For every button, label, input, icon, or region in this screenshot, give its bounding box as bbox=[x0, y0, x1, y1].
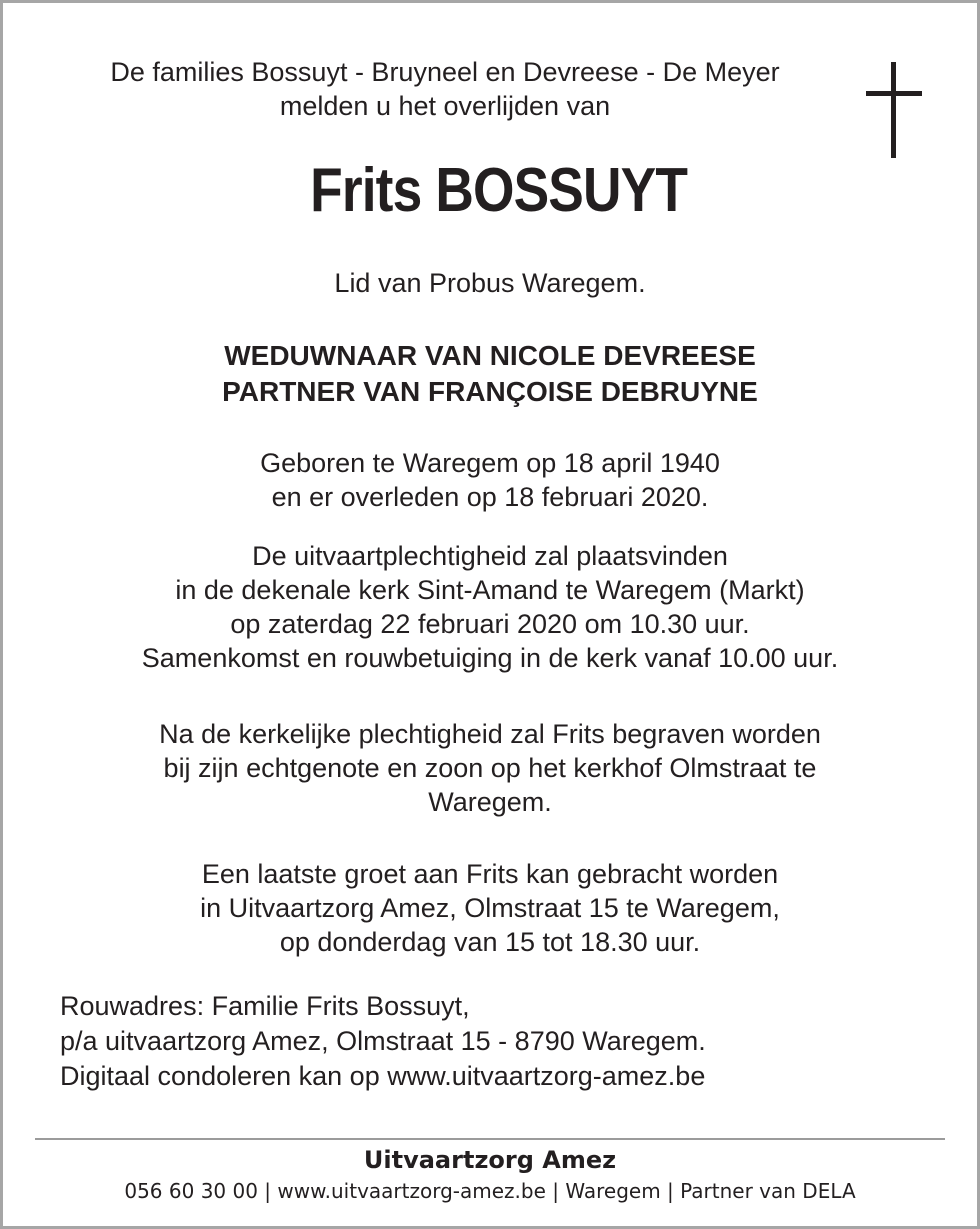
ceremony-line: De uitvaartplechtigheid zal plaatsvinden bbox=[252, 541, 728, 571]
burial-line: Waregem. bbox=[428, 787, 552, 817]
address-line: Rouwadres: Familie Frits Bossuyt, bbox=[60, 991, 470, 1021]
membership-text bbox=[40, 266, 940, 300]
address-line: Digitaal condoleren kan op www.uitvaartzorg-amez.be bbox=[60, 1061, 706, 1091]
intro-line: melden u het overlijden van bbox=[279, 91, 611, 121]
relation-line: PARTNER VAN FRANÇOISE DEBRUYNE bbox=[222, 376, 758, 407]
last-greeting-text bbox=[40, 857, 940, 959]
relation-line: WEDUWNAAR VAN NICOLE DEVREESE bbox=[224, 340, 756, 371]
membership-line: Lid van Probus Waregem. bbox=[334, 268, 646, 298]
cross-horizontal-bar bbox=[866, 91, 922, 96]
life-dates-line: en er overleden op 18 februari 2020. bbox=[271, 482, 709, 512]
life-dates-line: Geboren te Waregem op 18 april 1940 bbox=[260, 448, 720, 478]
burial-line: bij zijn echtgenote en zoon op het kerkhof Olmstraat te bbox=[163, 753, 817, 783]
life-dates-text bbox=[40, 446, 940, 514]
deceased-name: Frits BOSSUYT bbox=[310, 156, 688, 225]
mourning-address bbox=[60, 989, 940, 1094]
intro-text bbox=[40, 55, 850, 123]
last-greeting-line: Een laatste groet aan Frits kan gebracht worden bbox=[201, 859, 779, 889]
ceremony-line: Samenkomst en rouwbetuiging in de kerk vanaf 10.00 uur. bbox=[141, 643, 839, 673]
ceremony-text bbox=[40, 539, 940, 675]
ceremony-line: op zaterdag 22 februari 2020 om 10.30 uur. bbox=[230, 609, 750, 639]
funeral-home-contact: 056 60 30 00 | www.uitvaartzorg-amez.be | Waregem | Partner van DELA bbox=[124, 1179, 856, 1203]
cross-vertical-bar bbox=[891, 62, 896, 158]
footer-divider bbox=[35, 1138, 945, 1140]
burial-line: Na de kerkelijke plechtigheid zal Frits begraven worden bbox=[159, 719, 821, 749]
funeral-home-name: Uitvaartzorg Amez bbox=[363, 1146, 617, 1174]
last-greeting-line: op donderdag van 15 tot 18.30 uur. bbox=[279, 927, 701, 957]
cross-icon bbox=[866, 62, 922, 158]
burial-text bbox=[40, 717, 940, 819]
relations-text bbox=[40, 338, 940, 410]
last-greeting-line: in Uitvaartzorg Amez, Olmstraat 15 te Waregem, bbox=[200, 893, 780, 923]
intro-line: De families Bossuyt - Bruyneel en Devreese - De Meyer bbox=[110, 57, 780, 87]
address-line: p/a uitvaartzorg Amez, Olmstraat 15 - 8790 Waregem. bbox=[60, 1026, 706, 1056]
ceremony-line: in de dekenale kerk Sint-Amand te Waregem (Markt) bbox=[175, 575, 805, 605]
